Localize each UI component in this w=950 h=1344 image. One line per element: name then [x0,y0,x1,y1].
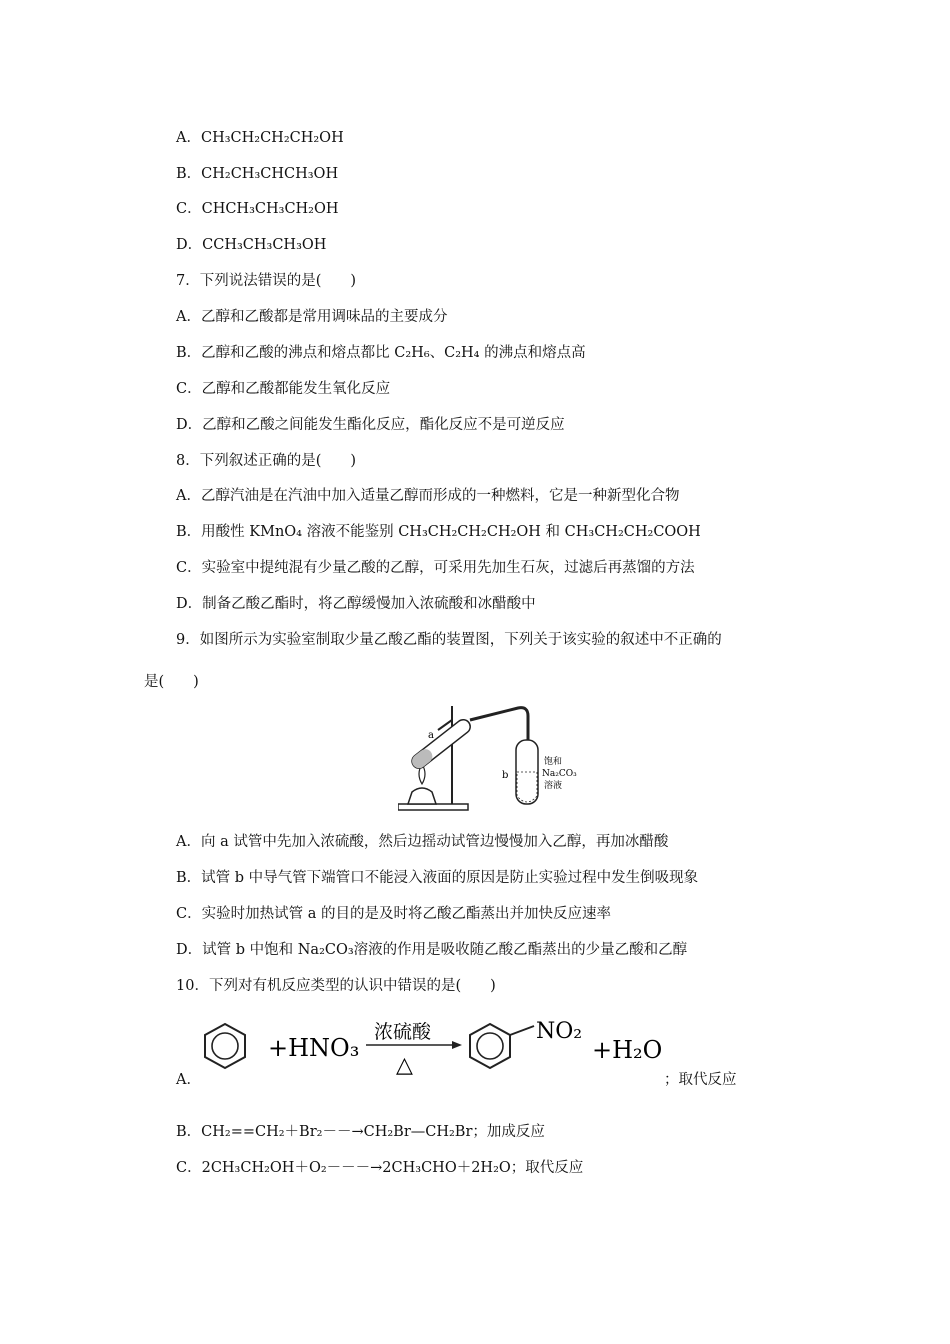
benzene-reactant-icon [205,1024,245,1068]
q10-option-a-prefix: A． [176,1072,201,1088]
q8-option-b: B．用酸性 KMnO₄ 溶液不能鉴别 CH₃CH₂CH₂CH₂OH 和 CH₃CH₂CH₂COOH [176,524,701,540]
q10-option-a-type: ；取代反应 [664,1072,737,1088]
q9-option-d: D．试管 b 中饱和 Na₂CO₃溶液的作用是吸收随乙酸乙酯蒸出的少量乙酸和乙醇 [176,942,688,958]
alcohol-lamp [408,788,436,804]
apparatus-figure [398,700,588,816]
label-sol2: Na₂CO₃ [542,769,577,779]
q6-option-b: B．CH₂CH₃CHCH₃OH [176,166,339,182]
reaction-equation-a [200,1014,680,1084]
q9-option-b: B．试管 b 中导气管下端管口不能浸入液面的原因是防止实验过程中发生倒吸现象 [176,870,699,886]
reagent-hno3: +HNO₃ [268,1034,360,1062]
q7-option-a: A．乙醇和乙酸都是常用调味品的主要成分 [176,309,448,325]
nitrobenzene-product-icon [470,1024,534,1068]
q6-option-c: C．CHCH₃CH₃CH₂OH [176,201,339,217]
base-plate [398,804,468,810]
q10-option-c: C．2CH₃CH₂OH＋O₂－－－→2CH₃CHO＋2H₂O；取代反应 [176,1160,584,1176]
q6-option-d: D．CCH₃CH₃CH₃OH [176,237,327,253]
q9-option-c: C．实验时加热试管 a 的目的是及时将乙酸乙酯蒸出并加快反应速率 [176,906,611,922]
condition-bottom: △ [396,1053,413,1078]
q7-option-c: C．乙醇和乙酸都能发生氧化反应 [176,381,391,397]
q8-option-a: A．乙醇汽油是在汽油中加入适量乙醇而形成的一种燃料，它是一种新型化合物 [176,488,680,504]
q9-option-a: A．向 a 试管中先加入浓硫酸，然后边摇动试管边慢慢加入乙醇，再加冰醋酸 [176,834,669,850]
test-tube-a [409,717,473,771]
arrow-head [452,1041,462,1049]
q9-stem-line1: 9．如图所示为实验室制取少量乙酸乙酯的装置图，下列关于该实验的叙述中不正确的 [176,632,722,648]
q10-option-b: B．CH₂==CH₂＋Br₂－－→CH₂Br—CH₂Br；加成反应 [176,1124,545,1140]
product-no2: NO₂ [536,1019,583,1044]
label-sol1: 饱和 [544,757,563,767]
label-b: b [502,770,509,781]
q6-option-a: A．CH₃CH₂CH₂CH₂OH [176,130,344,146]
q7-option-b: B．乙醇和乙酸的沸点和熔点都比 C₂H₆、C₂H₄ 的沸点和熔点高 [176,345,586,361]
q8-option-d: D．制备乙酸乙酯时，将乙醇缓慢加入浓硫酸和冰醋酸中 [176,596,536,612]
condition-top: 浓硫酸 [374,1021,432,1043]
label-sol3: 溶液 [544,781,563,791]
q9-stem-line2: 是( ) [144,674,199,690]
q8-stem: 8．下列叙述正确的是( ) [176,453,357,469]
label-a: a [428,730,434,741]
q7-stem: 7．下列说法错误的是( ) [176,273,357,289]
product-water: +H₂O [592,1036,663,1064]
q8-option-c: C．实验室中提纯混有少量乙酸的乙醇，可采用先加生石灰，过滤后再蒸馏的方法 [176,560,695,576]
q7-option-d: D．乙醇和乙酸之间能发生酯化反应，酯化反应不是可逆反应 [176,417,565,433]
q10-stem: 10．下列对有机反应类型的认识中错误的是( ) [176,978,496,994]
